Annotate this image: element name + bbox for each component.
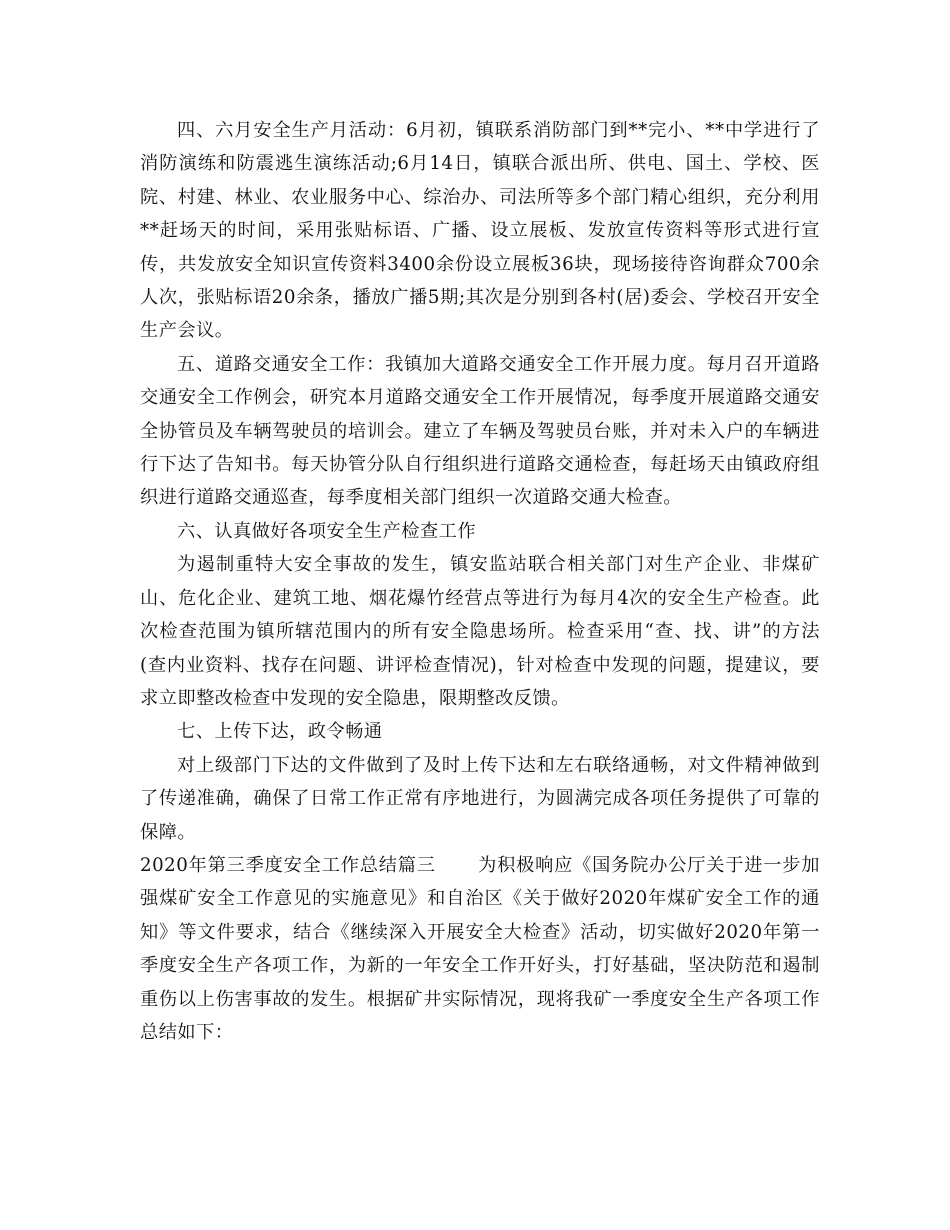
paragraph-road-traffic-safety: 五、道路交通安全工作：我镇加大道路交通安全工作开展力度。每月召开道路交通安全工作例会，研究本月道路交通安全工作开展情况，每季度开展道路交通安全协管员及车辆驾驶员的培训会。建立了车辆及驾驶员台账，并对未入户的车辆进行下达了告知书。每天协管分队自行组织进行道路交通检查，每赶场天由镇政府组织进行道路交通巡查，每季度相关部门组织一次道路交通大检查。	[140, 353, 820, 509]
paragraph-june-safety-month: 四、六月安全生产月活动：6月初，镇联系消防部门到**完小、**中学进行了消防演练和防震逃生演练活动;6月14日，镇联合派出所、供电、国土、学校、医院、村建、林业、农业服务中心、综治办、司法所等多个部门精心组织，充分利用**赶场天的时间，采用张贴标语、广播、设立展板、发放宣传资料等形式进行宣传，共发放安全知识宣传资料3400余份设立展板36块，现场接待咨询群众700余人次，张贴标语20余条，播放广播5期;其次是分别到各村(居)委会、学校召开安全生产会议。	[140, 120, 820, 342]
heading-safety-inspections: 六、认真做好各项安全生产检查工作	[177, 520, 477, 542]
paragraph-safety-inspections: 为遏制重特大安全事故的发生，镇安监站联合相关部门对生产企业、非煤矿山、危化企业、建筑工地、烟花爆竹经营点等进行为每月4次的安全生产检查。此次检查范围为镇所辖范围内的所有安全隐患场所。检查采用“查、找、讲”的方法(查内业资料、找存在问题、讲评检查情况)，针对检查中发现的问题，提建议，要求立即整改检查中发现的安全隐患，限期整改反馈。	[140, 554, 820, 709]
paragraph-q3-summary	[140, 849, 820, 1049]
section-body-q3-summary: 为积极响应《国务院办公厅关于进一步加强煤矿安全工作意见的实施意见》和自治区《关于做好2020年煤矿安全工作的通知》等文件要求，结合《继续深入开展安全大检查》活动，切实做好2020年第一季度安全生产各项工作，为新的一年安全工作开好头，打好基础，坚决防范和遏制重伤以上伤害事故的发生。根据矿井实际情况，现将我矿一季度安全生产各项工作总结如下：	[140, 854, 820, 1043]
section-title-q3-summary: 2020年第三季度安全工作总结篇三	[140, 854, 436, 876]
paragraph-communication: 对上级部门下达的文件做到了及时上传下达和左右联络通畅，对文件精神做到了传递准确，确保了日常工作正常有序地进行，为圆满完成各项任务提供了可靠的保障。	[140, 754, 820, 843]
heading-communication: 七、上传下达，政令畅通	[177, 721, 383, 743]
document-page	[140, 114, 820, 1049]
